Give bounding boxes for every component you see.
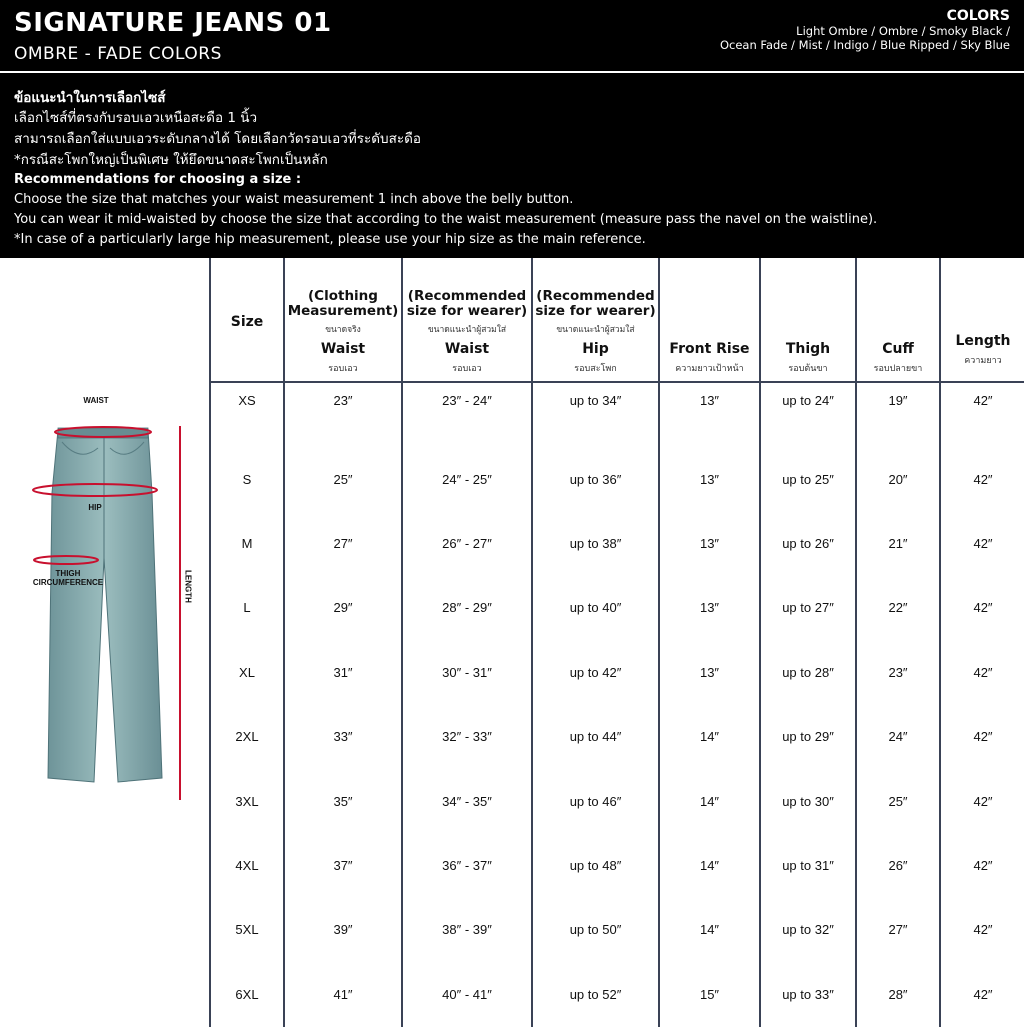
thigh-cell: up to 30″ — [760, 769, 856, 833]
length-cell: 42″ — [940, 576, 1024, 640]
length-cell: 42″ — [940, 833, 1024, 897]
length-cell: 42″ — [940, 447, 1024, 511]
thai-recommendation-title: ข้อแนะนำในการเลือกไซส์ — [14, 90, 166, 106]
header-size: Size — [210, 258, 284, 382]
front-rise-cell: 13″ — [659, 382, 760, 447]
header-length: Length ความยาว — [940, 258, 1024, 382]
table-row — [210, 576, 1024, 640]
header-cuff: Cuff รอบปลายขา — [856, 258, 940, 382]
clothing-waist-cell: 27″ — [284, 511, 402, 575]
cuff-cell: 21″ — [856, 511, 940, 575]
thigh-label-line-2: CIRCUMFERENCE — [32, 578, 104, 587]
table-row — [210, 447, 1024, 511]
header-recommended-waist: (Recommended size for wearer) ขนาดแนะนำผู้สวมใส่ Waist รอบเอว — [402, 258, 532, 382]
front-rise-cell: 14″ — [659, 769, 760, 833]
thigh-label-line-1: THIGH — [55, 569, 81, 578]
front-rise-cell: 13″ — [659, 447, 760, 511]
size-chart-table — [209, 258, 1024, 1027]
thigh-cell: up to 28″ — [760, 640, 856, 704]
recommended-waist-cell: 24″ - 25″ — [402, 447, 532, 511]
recommended-hip-cell: up to 34″ — [532, 382, 659, 447]
table-row — [210, 382, 1024, 447]
length-cell: 42″ — [940, 640, 1024, 704]
size-cell: L — [210, 576, 284, 640]
recommended-hip-cell: up to 38″ — [532, 511, 659, 575]
table-row — [210, 833, 1024, 897]
cuff-cell: 24″ — [856, 705, 940, 769]
length-cell: 42″ — [940, 769, 1024, 833]
header-recommended-hip: (Recommended size for wearer) ขนาดแนะนำผู้สวมใส่ Hip รอบสะโพก — [532, 258, 659, 382]
recommended-waist-cell: 32″ - 33″ — [402, 705, 532, 769]
clothing-waist-cell: 39″ — [284, 898, 402, 962]
product-subtitle: OMBRE - FADE COLORS — [14, 44, 222, 64]
recommended-hip-cell: up to 52″ — [532, 962, 659, 1026]
colors-heading: COLORS — [946, 8, 1010, 24]
size-cell: 5XL — [210, 898, 284, 962]
front-rise-cell: 14″ — [659, 898, 760, 962]
size-table-body — [210, 382, 1024, 1027]
length-cell: 42″ — [940, 705, 1024, 769]
thigh-cell: up to 25″ — [760, 447, 856, 511]
size-cell: 3XL — [210, 769, 284, 833]
thigh-cell: up to 29″ — [760, 705, 856, 769]
clothing-waist-cell: 23″ — [284, 382, 402, 447]
size-cell: XL — [210, 640, 284, 704]
size-cell: 2XL — [210, 705, 284, 769]
jeans-illustration — [0, 258, 210, 1024]
front-rise-cell: 13″ — [659, 640, 760, 704]
recommended-waist-cell: 38″ - 39″ — [402, 898, 532, 962]
jeans-measurement-figure — [0, 258, 210, 1024]
front-rise-cell: 14″ — [659, 833, 760, 897]
length-cell: 42″ — [940, 962, 1024, 1026]
recommended-waist-cell: 30″ - 31″ — [402, 640, 532, 704]
front-rise-cell: 14″ — [659, 705, 760, 769]
clothing-waist-cell: 37″ — [284, 833, 402, 897]
waist-label: WAIST — [83, 396, 109, 405]
length-cell: 42″ — [940, 382, 1024, 447]
thai-recommendation-line-3: *กรณีสะโพกใหญ่เป็นพิเศษ ให้ยึดขนาดสะโพกเป็นหลัก — [14, 152, 328, 168]
thigh-cell: up to 27″ — [760, 576, 856, 640]
recommended-hip-cell: up to 44″ — [532, 705, 659, 769]
size-cell: XS — [210, 382, 284, 447]
front-rise-cell: 13″ — [659, 576, 760, 640]
thigh-cell: up to 24″ — [760, 382, 856, 447]
clothing-waist-cell: 33″ — [284, 705, 402, 769]
recommended-waist-cell: 26″ - 27″ — [402, 511, 532, 575]
hip-label: HIP — [88, 503, 102, 512]
length-cell: 42″ — [940, 898, 1024, 962]
english-recommendation-title: Recommendations for choosing a size : — [14, 172, 302, 187]
recommended-hip-cell: up to 46″ — [532, 769, 659, 833]
table-row — [210, 640, 1024, 704]
header-divider — [0, 71, 1024, 73]
table-row — [210, 962, 1024, 1026]
english-recommendation-line-2: You can wear it mid-waisted by choose the size that according to the waist measurement (measure pass the navel on the waistline). — [14, 212, 878, 227]
recommended-waist-cell: 34″ - 35″ — [402, 769, 532, 833]
thai-recommendation-line-1: เลือกไซส์ที่ตรงกับรอบเอวเหนือสะดือ 1 นิ้ว — [14, 110, 258, 126]
table-row — [210, 705, 1024, 769]
cuff-cell: 19″ — [856, 382, 940, 447]
thigh-cell: up to 32″ — [760, 898, 856, 962]
length-cell: 42″ — [940, 511, 1024, 575]
table-row — [210, 898, 1024, 962]
colors-list-line-2: Ocean Fade / Mist / Indigo / Blue Ripped / Sky Blue — [719, 38, 1010, 52]
header-banner — [0, 0, 1024, 258]
recommended-waist-cell: 40″ - 41″ — [402, 962, 532, 1026]
recommended-hip-cell: up to 40″ — [532, 576, 659, 640]
clothing-waist-cell: 25″ — [284, 447, 402, 511]
colors-list-line-1: Light Ombre / Ombre / Smoky Black / — [796, 24, 1010, 38]
clothing-waist-cell: 31″ — [284, 640, 402, 704]
front-rise-cell: 15″ — [659, 962, 760, 1026]
recommended-hip-cell: up to 42″ — [532, 640, 659, 704]
recommended-hip-cell: up to 50″ — [532, 898, 659, 962]
cuff-cell: 28″ — [856, 962, 940, 1026]
english-recommendation-line-3: *In case of a particularly large hip measurement, please use your hip size as the main reference. — [14, 232, 646, 247]
header-thigh: Thigh รอบต้นขา — [760, 258, 856, 382]
cuff-cell: 26″ — [856, 833, 940, 897]
clothing-waist-cell: 41″ — [284, 962, 402, 1026]
length-label: LENGTH — [183, 570, 193, 603]
cuff-cell: 25″ — [856, 769, 940, 833]
english-recommendation-line-1: Choose the size that matches your waist measurement 1 inch above the belly button. — [14, 192, 574, 207]
thigh-cell: up to 31″ — [760, 833, 856, 897]
thai-recommendation-line-2: สามารถเลือกใส่แบบเอวระดับกลางได้ โดยเลือกวัดรอบเอวที่ระดับสะดือ — [14, 131, 421, 147]
header-front-rise: Front Rise ความยาวเป้าหน้า — [659, 258, 760, 382]
table-row — [210, 769, 1024, 833]
thigh-cell: up to 26″ — [760, 511, 856, 575]
table-header-row — [210, 258, 1024, 382]
front-rise-cell: 13″ — [659, 511, 760, 575]
recommended-hip-cell: up to 36″ — [532, 447, 659, 511]
cuff-cell: 22″ — [856, 576, 940, 640]
recommended-waist-cell: 36″ - 37″ — [402, 833, 532, 897]
table-row — [210, 511, 1024, 575]
recommended-hip-cell: up to 48″ — [532, 833, 659, 897]
recommended-waist-cell: 23″ - 24″ — [402, 382, 532, 447]
cuff-cell: 20″ — [856, 447, 940, 511]
product-title: SIGNATURE JEANS 01 — [14, 8, 332, 38]
header-clothing-waist: (Clothing Measurement) ขนาดจริง Waist รอบเอว — [284, 258, 402, 382]
thigh-cell: up to 33″ — [760, 962, 856, 1026]
size-cell: 6XL — [210, 962, 284, 1026]
clothing-waist-cell: 29″ — [284, 576, 402, 640]
size-cell: 4XL — [210, 833, 284, 897]
cuff-cell: 23″ — [856, 640, 940, 704]
cuff-cell: 27″ — [856, 898, 940, 962]
clothing-waist-cell: 35″ — [284, 769, 402, 833]
size-cell: S — [210, 447, 284, 511]
recommended-waist-cell: 28″ - 29″ — [402, 576, 532, 640]
size-cell: M — [210, 511, 284, 575]
